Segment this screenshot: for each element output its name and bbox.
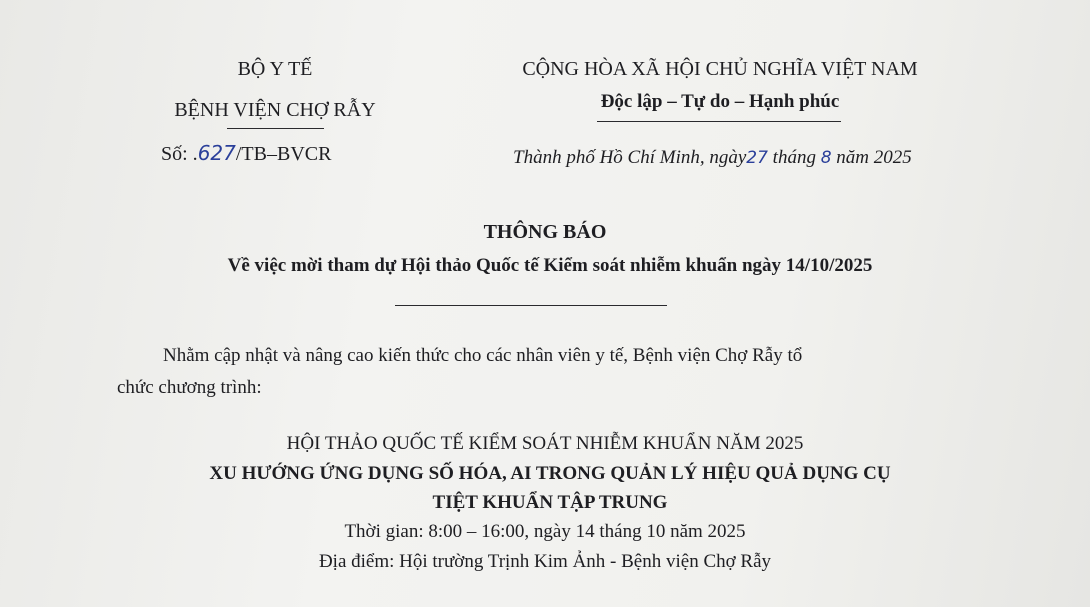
event-theme-line2: TIỆT KHUẨN TẬP TRUNG [432,492,668,513]
number-prefix: Số: . [161,143,198,165]
notice-title: THÔNG BÁO [483,221,607,243]
date-month-label: tháng [767,147,821,168]
number-suffix: /TB–BVCR [235,143,332,165]
event-name: HỘI THẢO QUỐC TẾ KIỂM SOÁT NHIỄM KHUẨN NĂM 2025 [286,433,804,454]
event-location: Địa điểm: Hội trường Trịnh Kim Ảnh - Bệnh viện Chợ Rẫy [318,551,772,572]
date-month-handwritten: 8 [820,148,832,168]
country-name: CỘNG HÒA XÃ HỘI CHỦ NGHĨA VIỆT NAM [522,58,918,80]
hospital-underline [227,128,324,129]
ministry-name: BỘ Y TẾ [237,58,313,80]
event-time: Thời gian: 8:00 – 16:00, ngày 14 tháng 10 năm 2025 [344,521,746,542]
document-number [161,141,331,166]
number-handwritten: 627 [197,141,236,165]
date-year: năm 2025 [831,147,912,168]
intro-paragraph-line2: chức chương trình: [117,377,262,398]
motto-underline [597,121,841,122]
subject-separator [395,305,667,306]
hospital-name: BỆNH VIỆN CHỢ RẪY [174,99,376,121]
event-theme-line1: XU HƯỚNG ỨNG DỤNG SỐ HÓA, AI TRONG QUẢN LÝ HIỆU QUẢ DỤNG CỤ [209,463,891,484]
national-motto: Độc lập – Tự do – Hạnh phúc [600,91,840,112]
intro-paragraph-line1: Nhằm cập nhật và nâng cao kiến thức cho các nhân viên y tế, Bệnh viện Chợ Rẫy tổ [163,345,803,366]
notice-subject: Về việc mời tham dự Hội thảo Quốc tế Kiểm soát nhiễm khuẩn ngày 14/10/2025 [227,255,873,276]
date-day-handwritten: 27 [746,148,768,168]
issue-date [513,147,912,169]
date-city: Thành phố Hồ Chí Minh, ngày [513,147,747,168]
